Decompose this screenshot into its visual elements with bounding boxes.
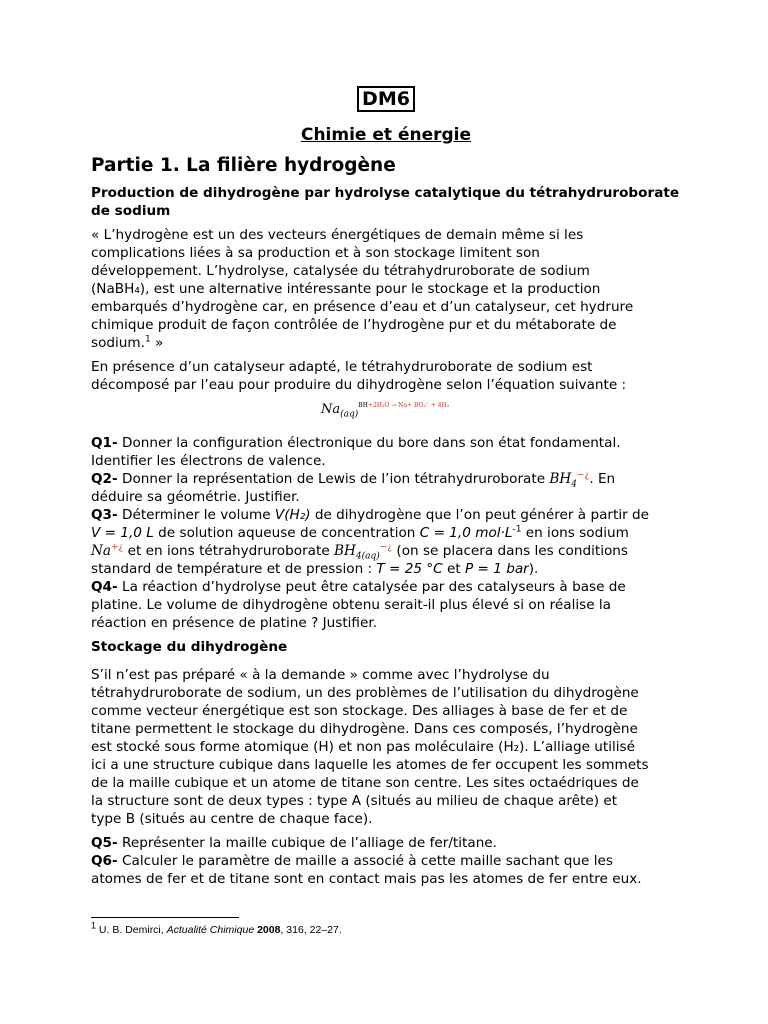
q6-text-2: atomes de fer et de titane sont en contact mais pas les atomes de fer entre eux. <box>91 871 642 887</box>
footnote-journal: Actualité Chimique <box>166 924 255 936</box>
q2-label: Q2- <box>91 471 118 487</box>
storage-line: comme vecteur énergétique est son stockage. Des alliages à base de fer et de <box>91 703 628 719</box>
q3-na-sup: +¿ <box>111 542 124 553</box>
q3-text: Déterminer le volume <box>117 507 275 523</box>
question-q2 <box>91 470 681 506</box>
q3-conc-exp: -1 <box>512 524 522 535</box>
footnote-divider <box>91 917 239 918</box>
q6-text: Calculer le paramètre de maille a associé à cette maille sachant que les <box>117 853 613 869</box>
storage-line: de la maille cubique et un atome de titane son centre. Les sites octaédriques de <box>91 775 639 791</box>
equation <box>91 398 681 434</box>
section1-heading: Production de dihydrogène par hydrolyse catalytique du tétrahydruroborate de sodium <box>91 185 680 219</box>
q6-label: Q6- <box>91 853 118 869</box>
title-wrap <box>91 86 681 114</box>
footnote-year: 2008 <box>257 924 281 936</box>
equation-formula <box>321 402 450 420</box>
q3-conc: C = 1,0 mol·L <box>419 525 513 541</box>
question-q3 <box>91 506 681 578</box>
q3-bh-sub: 4(aq) <box>355 551 380 562</box>
q2-sub: 4 <box>571 479 577 490</box>
q3-na: Na <box>91 543 111 559</box>
section2-heading: Stockage du dihydrogène <box>91 639 288 655</box>
q3-text: standard de température et de pression : <box>91 561 377 577</box>
footnote <box>91 920 342 937</box>
q4-label: Q4- <box>91 579 118 595</box>
q3-bh: BH <box>334 543 356 559</box>
question-q5 <box>91 834 681 852</box>
quote-line-last <box>91 334 681 352</box>
quote-paragraph <box>91 226 681 352</box>
q3-temp: T = 25 °C <box>376 561 443 577</box>
q4-text-3: réaction en présence de platine ? Justifier. <box>91 615 378 631</box>
q3-bh-sup: −¿ <box>379 542 393 553</box>
q5-text: Représenter la maille cubique de l’alliage de fer/titane. <box>117 835 497 851</box>
q4-text-2: platine. Le volume de dihydrogène obtenu serait-il plus élevé si on réalise la <box>91 597 612 613</box>
q3-pressure: P = 1 bar <box>465 561 529 577</box>
question-q1 <box>91 434 681 470</box>
storage-line: tétrahydruroborate de sodium, un des problèmes de l’utilisation du dihydrogène <box>91 685 639 701</box>
quote-close: » <box>150 335 164 351</box>
part1-heading: Partie 1. La filière hydrogène <box>91 155 396 176</box>
footnote-author: U. B. Demirci, <box>96 924 167 936</box>
q2-formula: BH <box>549 471 572 487</box>
intro-paragraph <box>91 358 681 394</box>
eq-aq: (aq) <box>340 409 359 420</box>
q3-vh2: V(H₂) <box>274 507 311 523</box>
quote-line: sodium. <box>91 335 145 351</box>
q4-text: La réaction d’hydrolyse peut être catalysée par des catalyseurs à base de <box>117 579 626 595</box>
storage-line: la structure sont de deux types : type A (situés au milieu de chaque arête) et <box>91 793 618 809</box>
q1-text: Donner la configuration électronique du bore dans son état fondamental. <box>117 435 621 451</box>
eq-small: +2H₂O → Na+ BO₂⁻ + 4H₂ <box>367 402 450 409</box>
subtitle: Chimie et énergie <box>300 125 472 145</box>
quote-line: embarqués d’hydrogène car, en présence d’eau et d’un catalyseur, cet hydrure <box>91 299 634 315</box>
q3-volume: V = 1,0 L <box>91 525 154 541</box>
quote-line: « L’hydrogène est un des vecteurs énergétiques de demain même si les <box>91 227 584 243</box>
document-page <box>91 86 681 888</box>
eq-na: Na <box>321 402 341 417</box>
storage-line: type B (situés au centre de chaque face). <box>91 811 373 827</box>
q3-text: de solution aqueuse de concentration <box>153 525 420 541</box>
q3-text: en ions sodium <box>521 525 629 541</box>
q2-text: Donner la représentation de Lewis de l’ion tétrahydruroborate <box>117 471 550 487</box>
q2-text-2: déduire sa géométrie. Justifier. <box>91 489 300 505</box>
q3-label: Q3- <box>91 507 118 523</box>
footnote-ref: 1 <box>144 334 151 345</box>
intro-line: décomposé par l’eau pour produire du dihydrogène selon l’équation suivante : <box>91 377 627 393</box>
intro-line: En présence d’un catalyseur adapté, le tétrahydruroborate de sodium est <box>91 359 593 375</box>
quote-line: chimique produit de façon contrôlée de l’hydrogène pur et du métaborate de <box>91 317 617 333</box>
storage-line: est stocké sous forme atomique (H) et non pas moléculaire (H₂). L’alliage utilisé <box>91 739 635 755</box>
quote-line: complications liées à sa production et à son stockage limitent son <box>91 245 540 261</box>
question-q4 <box>91 578 681 632</box>
quote-line: (NaBH₄), est une alternative intéressante pour le stockage et la production <box>91 281 601 297</box>
storage-line: S’il n’est pas préparé « à la demande » comme avec l’hydrolyse du <box>91 667 550 683</box>
question-q6 <box>91 852 681 888</box>
footnote-rest: , 316, 22–27. <box>280 924 342 936</box>
q3-text: de dihydrogène que l’on peut générer à partir de <box>310 507 650 523</box>
q2-sup: −¿ <box>577 470 590 481</box>
footnote-number: 1 <box>91 920 97 931</box>
q2-end: . En <box>589 471 616 487</box>
q3-text: (on se placera dans les conditions <box>392 543 628 559</box>
q1-label: Q1- <box>91 435 118 451</box>
quote-line: développement. L’hydrolyse, catalysée du tétrahydruroborate de sodium <box>91 263 590 279</box>
q3-text: et <box>442 561 465 577</box>
q1-text-2: Identifier les électrons de valence. <box>91 453 326 469</box>
q5-label: Q5- <box>91 835 118 851</box>
q3-text: ). <box>528 561 539 577</box>
storage-line: titane permettent le stockage du dihydrogène. Dans ces composés, l’hydrogène <box>91 721 638 737</box>
q3-text: et en ions tétrahydruroborate <box>123 543 334 559</box>
storage-line: ici a une structure cubique dans laquelle les atomes de fer occupent les sommets <box>91 757 649 773</box>
eq-bh: BH <box>358 402 368 409</box>
page-title: DM6 <box>357 86 415 112</box>
storage-paragraph <box>91 666 681 828</box>
